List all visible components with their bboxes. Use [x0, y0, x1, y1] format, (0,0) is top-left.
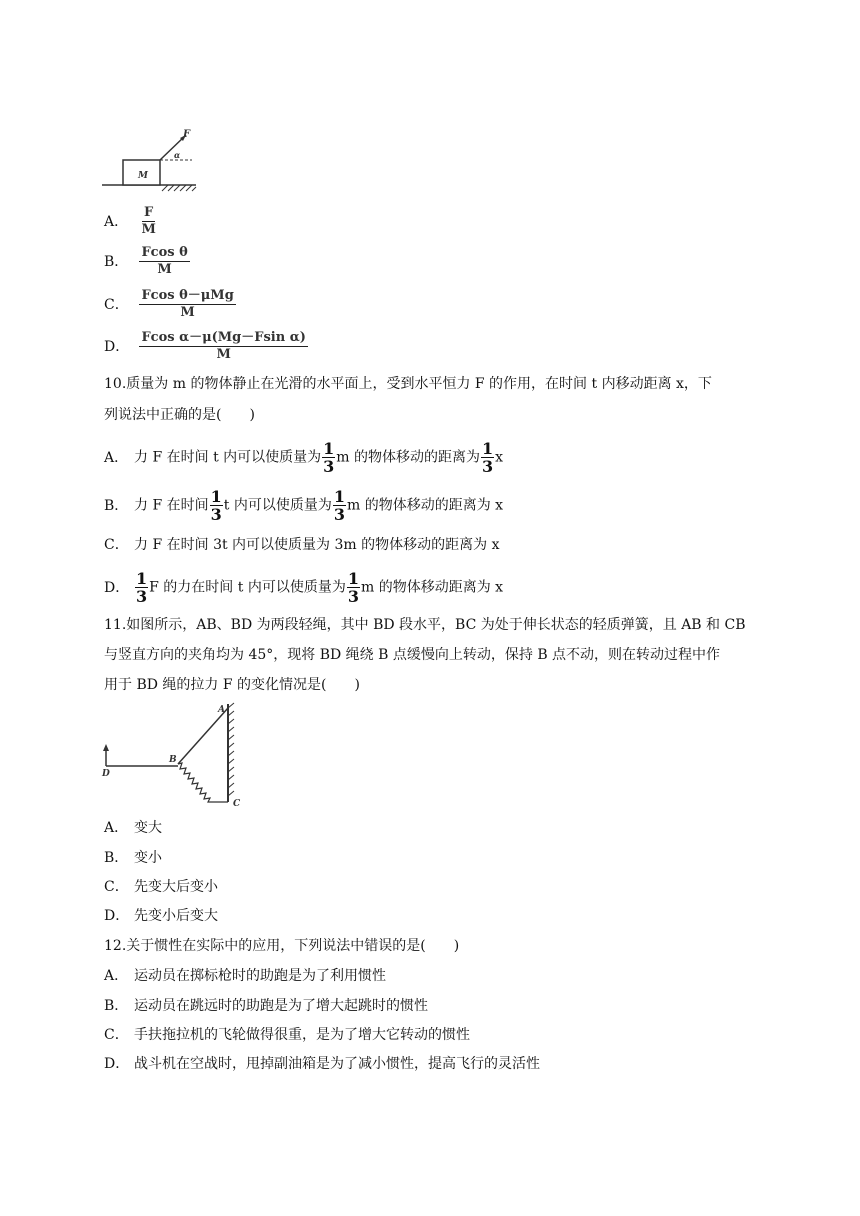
q10-option-b[interactable]: B． 力 F 在时间 $\frac{1}{3}$ t 内可以使质量为 $\frac{1}{3}$ m 的物体移动的距离为 x — [104, 487, 504, 524]
rope-AB — [178, 708, 228, 764]
q9-figure — [100, 125, 200, 195]
q9-option-b[interactable] — [104, 245, 191, 278]
q12-option-d[interactable]: D． 战斗机在空战时，甩掉副油箱是为了减小惯性，提高飞行的灵活性 — [104, 1056, 540, 1072]
fraction-one-third: $\frac{1}{3}$ — [333, 487, 345, 524]
option-letter: B． — [104, 497, 129, 514]
q11-option-c[interactable]: C． 先变大后变小 — [104, 879, 218, 895]
option-letter: D． — [104, 338, 130, 355]
q12-option-a[interactable]: A． 运动员在掷标枪时的助跑是为了利用惯性 — [104, 968, 386, 984]
q9-option-a[interactable] — [104, 205, 159, 238]
q11-stem-line-2: 与竖直方向的夹角均为 45°，现将 BD 绳绕 B 点缓慢向上转动，保持 B 点不动，则在转动过程中作 — [104, 647, 721, 663]
option-letter: C． — [104, 879, 129, 895]
fraction: $\frac{\text{Fcos θ}}{M}$ — [141, 245, 188, 277]
q11-stem-line-1: 11.如图所示，AB、BD 为两段轻绳，其中 BD 段水平，BC 为处于伸长状态的轻质弹簧，且 AB 和 CB — [104, 617, 746, 633]
q10-stem-line-1: 10.质量为 m 的物体静止在光滑的水平面上，受到水平恒力 F 的作用，在时间 t 内移动距离 x，下 — [104, 376, 712, 392]
fraction-one-third: $\frac{1}{3}$ — [210, 487, 222, 524]
q10-option-c[interactable]: C． 力 F 在时间 3t 内可以使质量为 3m 的物体移动的距离为 x — [104, 537, 500, 553]
fraction-one-third: $\frac{1}{3}$ — [482, 439, 494, 476]
fraction: $\frac{\text{Fcos θ－μMg}}{M}$ — [141, 288, 234, 320]
option-letter: A． — [104, 820, 129, 836]
q10-option-d[interactable]: D． $\frac{1}{3}$ F 的力在时间 t 内可以使质量为 $\frac{1}{3}$ m 的物体移动距离为 x — [104, 569, 504, 606]
label-C: C — [233, 799, 241, 809]
angle-label: α — [174, 150, 181, 160]
option-letter: B． — [104, 850, 129, 866]
arrow-head — [103, 744, 109, 751]
option-letter: D． — [104, 579, 130, 596]
option-letter: B． — [104, 998, 129, 1014]
q9-option-c[interactable] — [104, 288, 237, 321]
label-A: A — [218, 705, 225, 715]
block-label: M — [138, 171, 148, 181]
q10-stem-line-2: 列说法中正确的是( ) — [104, 407, 255, 423]
fraction-one-third: $\frac{1}{3}$ — [136, 569, 148, 606]
q12-option-c[interactable]: C． 手扶拖拉机的飞轮做得很重，是为了增大它转动的惯性 — [104, 1027, 470, 1043]
q11-option-a[interactable]: A． 变大 — [104, 820, 162, 836]
label-D: D — [102, 769, 110, 779]
q12-option-b[interactable]: B． 运动员在跳远时的助跑是为了增大起跳时的惯性 — [104, 998, 428, 1014]
q10-option-a[interactable]: A． 力 F 在时间 t 内可以使质量为 $\frac{1}{3}$ m 的物体移动的距离为 $\frac{1}{3}$ x — [104, 439, 504, 476]
q11-option-b[interactable]: B． 变小 — [104, 850, 162, 866]
option-letter: A． — [104, 968, 129, 984]
option-letter: D． — [104, 1056, 130, 1072]
q9-option-d[interactable] — [104, 330, 309, 363]
fraction: $\frac{F}{M}$ — [141, 205, 156, 237]
option-letter: A． — [104, 213, 129, 230]
fraction: $\frac{\text{Fcos α－μ(Mg－Fsin α)}}{M}$ — [141, 330, 306, 362]
ground-hatch — [162, 185, 196, 191]
q11-figure — [100, 700, 250, 810]
option-letter: B． — [104, 253, 129, 270]
q11-stem-line-3: 用于 BD 绳的拉力 F 的变化情况是( ) — [104, 677, 360, 693]
option-letter: C． — [104, 296, 129, 313]
q11-option-d[interactable]: D． 先变小后变大 — [104, 908, 218, 924]
q12-stem: 12.关于惯性在实际中的应用，下列说法中错误的是( ) — [104, 938, 460, 954]
option-letter: C． — [104, 1027, 129, 1043]
fraction-one-third: $\frac{1}{3}$ — [323, 439, 335, 476]
option-letter: C． — [104, 537, 129, 553]
option-letter: D． — [104, 908, 130, 924]
spring-BC — [178, 763, 228, 802]
label-B: B — [169, 755, 177, 765]
option-letter: A． — [104, 449, 129, 466]
force-label: F — [183, 129, 191, 140]
fraction-one-third: $\frac{1}{3}$ — [347, 569, 359, 606]
